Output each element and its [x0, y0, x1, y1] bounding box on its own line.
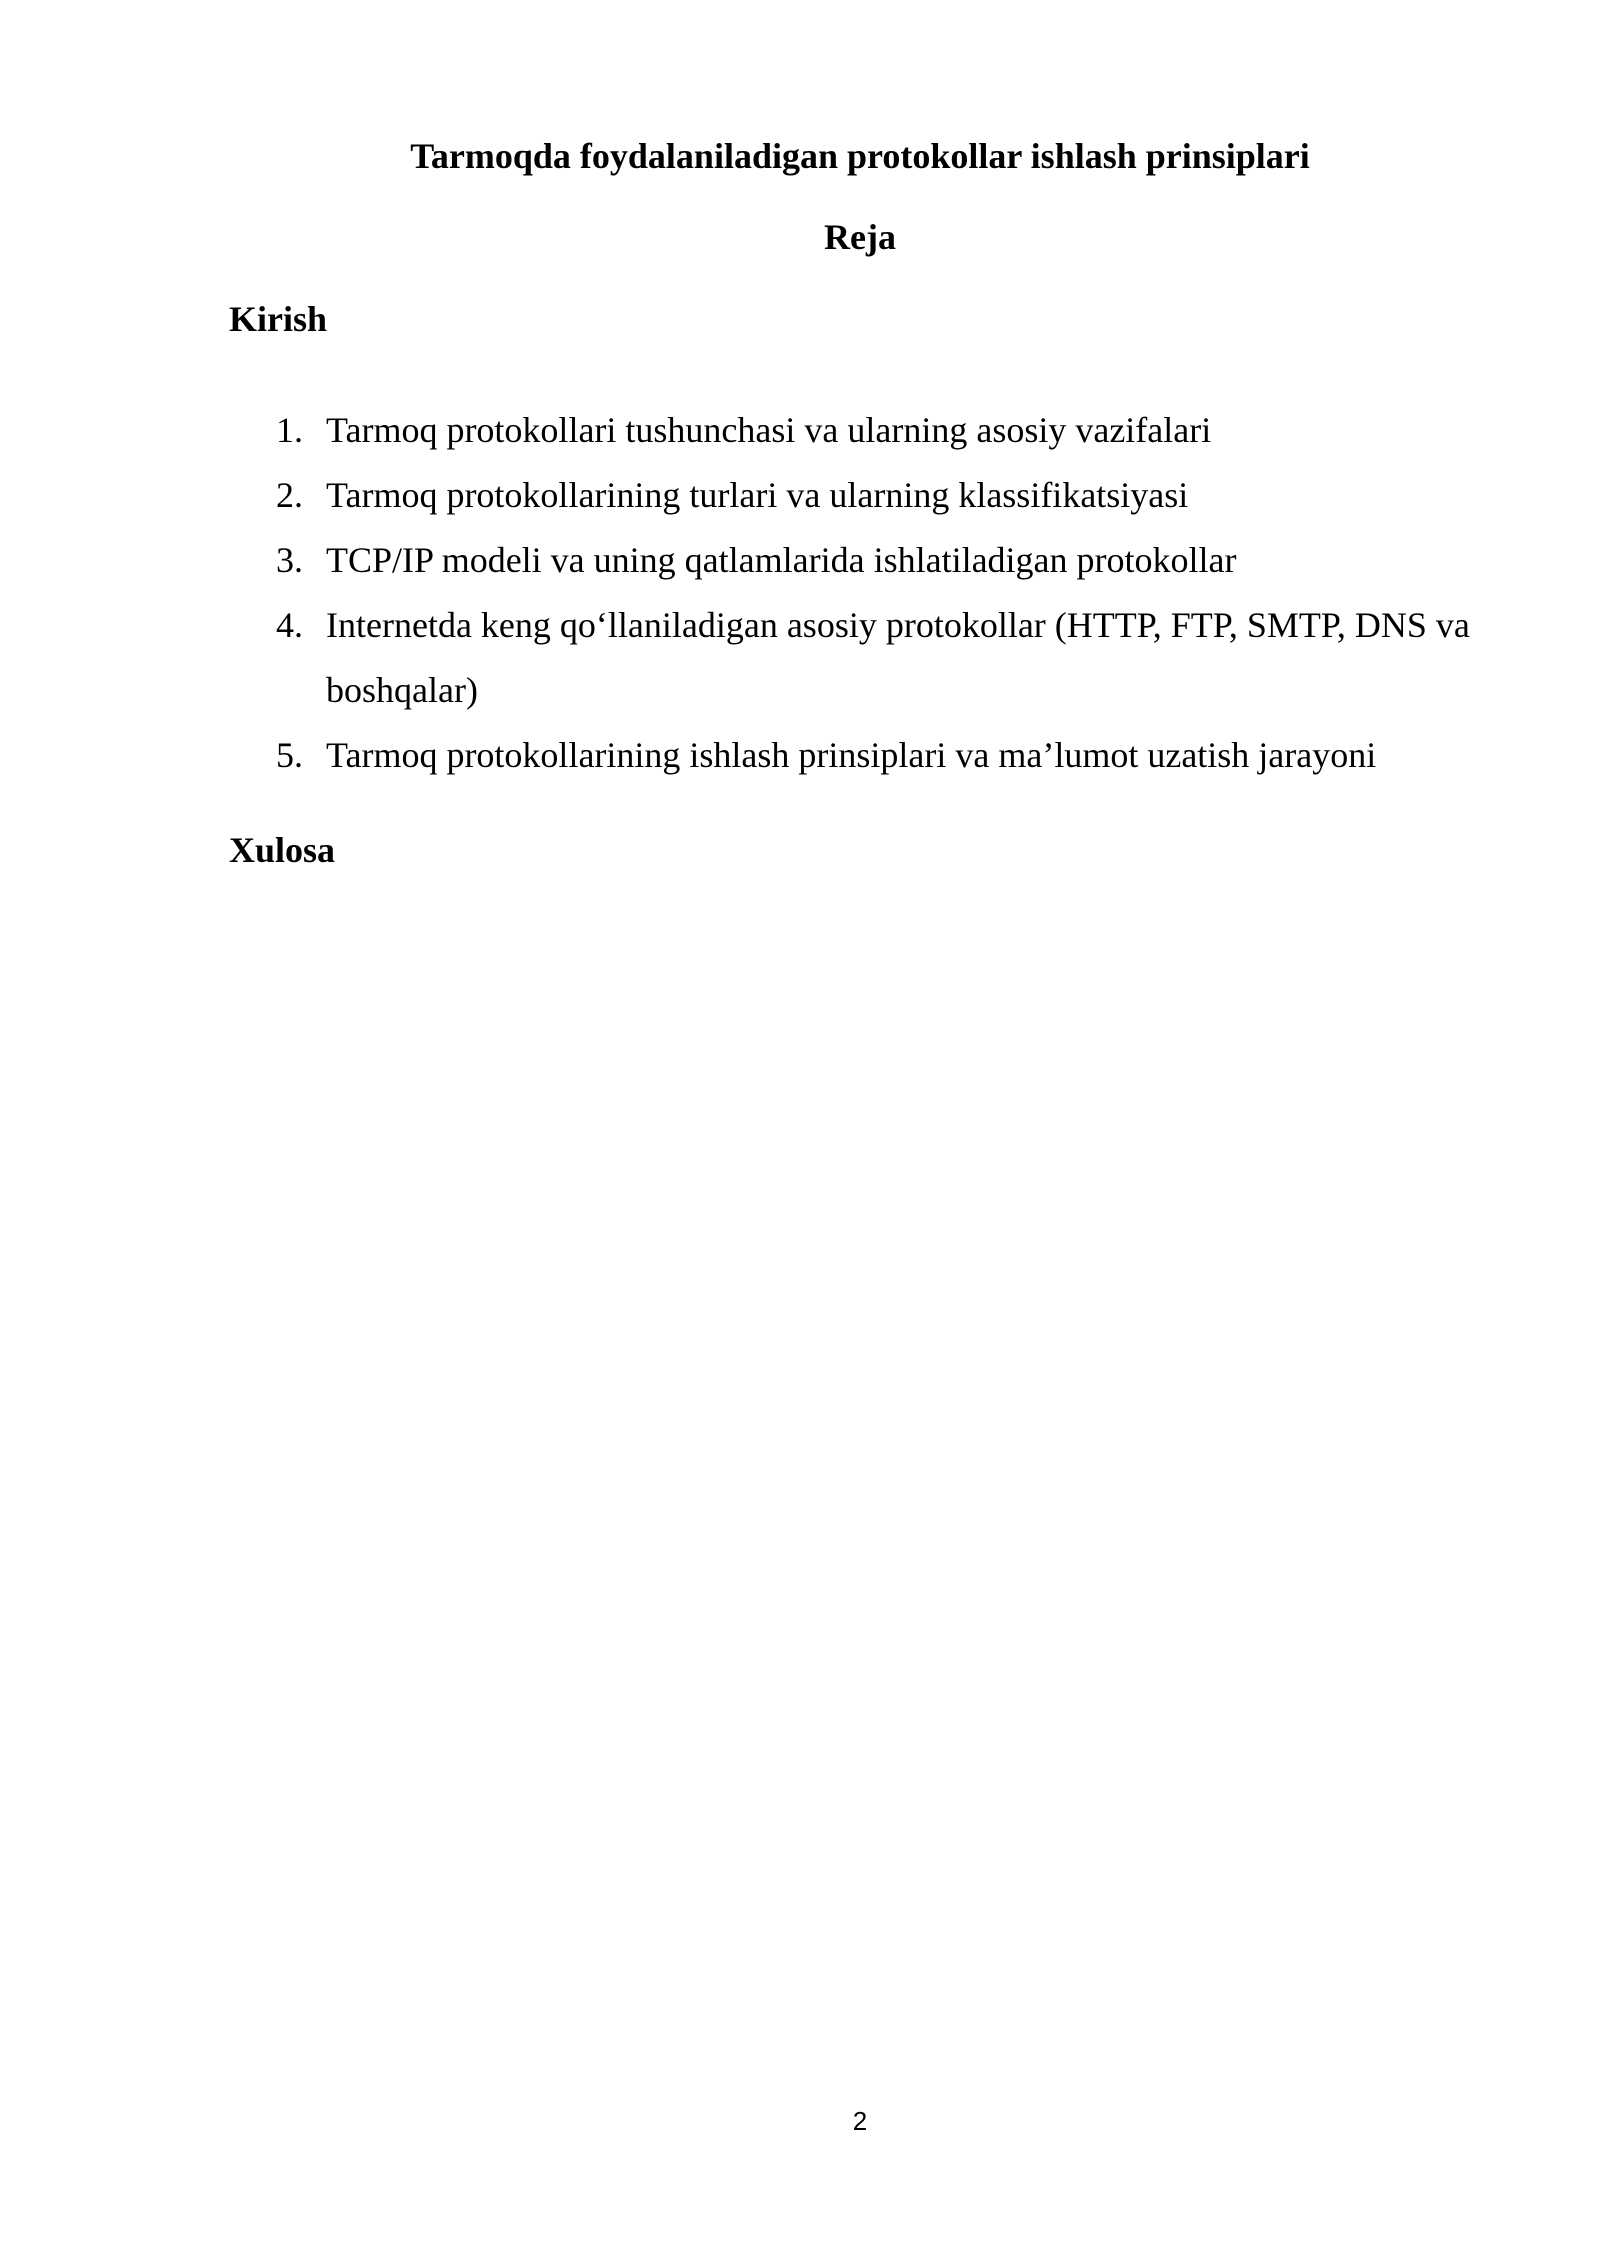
intro-heading: Kirish [229, 299, 328, 339]
plan-item-3 [0, 528, 1600, 593]
plan-item-4 [0, 593, 1600, 723]
plan-item-1 [0, 398, 1600, 463]
plan-item-number: 1. [276, 410, 303, 450]
plan-list [0, 398, 1600, 788]
plan-item-text: Tarmoq protokollari tushunchasi va ularning asosiy vazifalari [326, 410, 1212, 450]
document-title: Tarmoqda foydalaniladigan protokollar ishlash prinsiplari [410, 136, 1310, 176]
plan-item-text: Internetda keng qo‘llaniladigan asosiy protokollar (HTTP, FTP, SMTP, DNS va boshqalar) [326, 605, 1470, 710]
plan-item-number: 4. [276, 605, 303, 645]
plan-item-number: 5. [276, 735, 303, 775]
plan-item-text: TCP/IP modeli va uning qatlamlarida ishlatiladigan protokollar [326, 540, 1237, 580]
plan-item-text: Tarmoq protokollarining turlari va ularning klassifikatsiyasi [326, 475, 1189, 515]
page-number: 2 [852, 2106, 868, 2136]
plan-item-text: Tarmoq protokollarining ishlash prinsiplari va ma’lumot uzatish jarayoni [326, 735, 1377, 775]
plan-item-5 [0, 723, 1600, 788]
plan-item-number: 2. [276, 475, 303, 515]
conclusion-heading: Xulosa [229, 830, 336, 870]
plan-item-number: 3. [276, 540, 303, 580]
plan-heading: Reja [824, 217, 896, 257]
plan-item-2 [0, 463, 1600, 528]
